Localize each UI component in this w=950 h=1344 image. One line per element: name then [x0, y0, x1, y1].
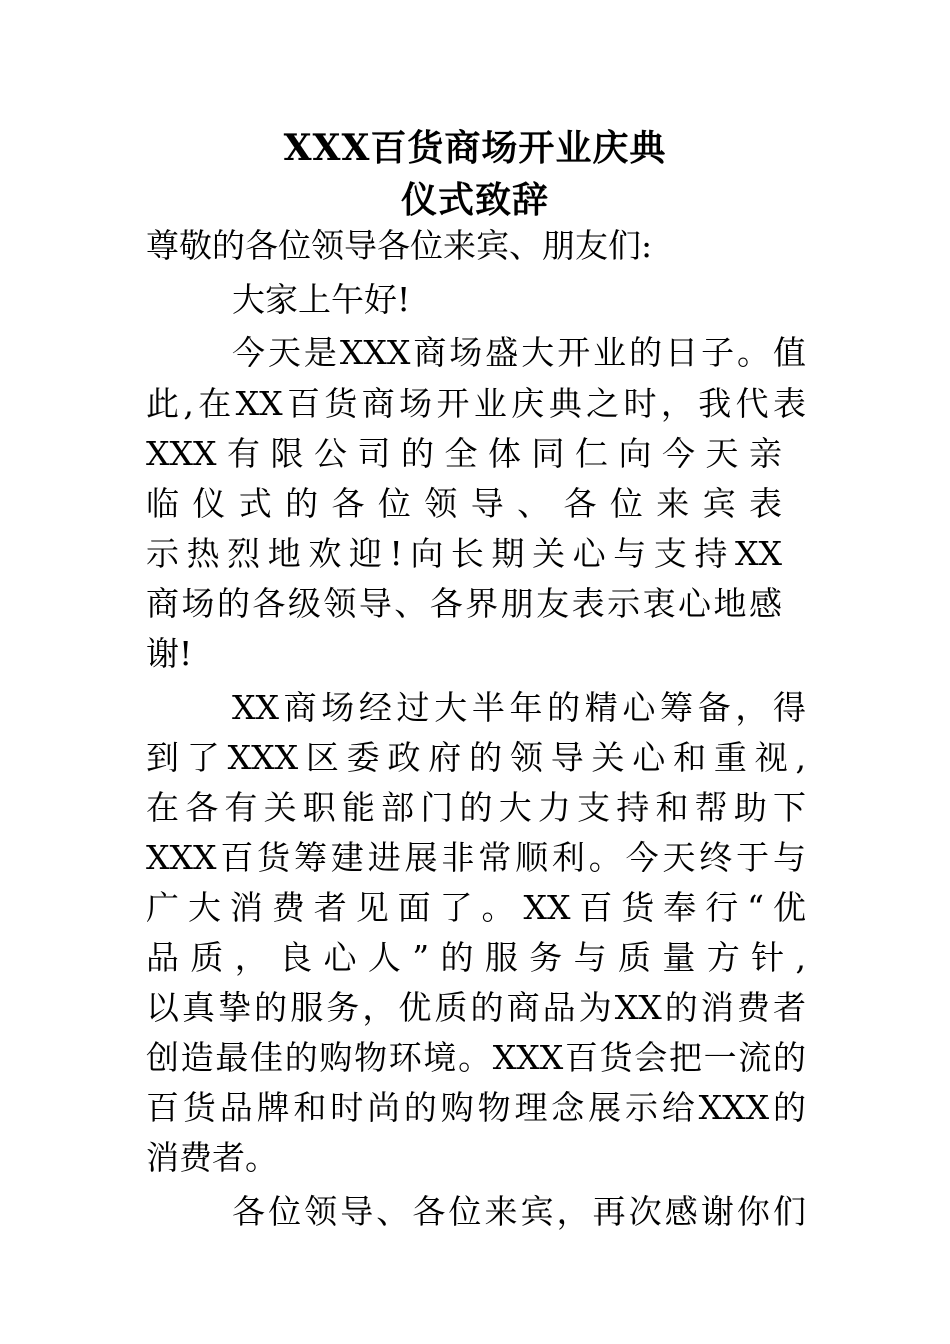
greeting-line: 大家上午好! — [232, 280, 411, 319]
paragraph-line: 商场的各级领导、各界朋友表示衷心地感 — [146, 584, 782, 623]
paragraph-line: 此,在XX百货商场开业庆典之时，我代表 — [146, 384, 806, 423]
paragraph-line: 创造最佳的购物环境。XXX百货会把一流的 — [146, 1038, 806, 1077]
paragraph-line: 广大消费者见面了。XX百货奉行“优 — [146, 888, 806, 927]
paragraph-line: 示热烈地欢迎!向长期关心与支持XX — [146, 534, 782, 573]
paragraph-line: 今天是XXX商场盛大开业的日子。值 — [232, 333, 806, 372]
paragraph-line: XXX有限公司的全体同仁向今天亲 — [146, 434, 782, 473]
paragraph-line: 品质，良心人”的服务与质量方针, — [146, 938, 806, 977]
paragraph-line: 以真挚的服务，优质的商品为XX的消费者 — [146, 988, 806, 1027]
document-title: XXX百货商场开业庆典 — [283, 127, 667, 169]
paragraph-line: XX商场经过大半年的精心筹备，得 — [232, 688, 806, 727]
paragraph-line: 各位领导、各位来宾，再次感谢你们 — [232, 1192, 806, 1231]
paragraph-line: XXX百货筹建进展非常顺利。今天终于与 — [146, 838, 806, 877]
paragraph-line: 消费者。 — [146, 1138, 278, 1177]
document-subtitle: 仪式致辞 — [400, 179, 549, 221]
paragraph-line: 到了XXX区委政府的领导关心和重视, — [146, 738, 806, 777]
paragraph-line: 在各有关职能部门的大力支持和帮助下 — [146, 788, 806, 827]
paragraph-line: 临仪式的各位领导、各位来宾表 — [146, 484, 782, 523]
paragraph-line: 百货品牌和时尚的购物理念展示给XXX的 — [146, 1088, 806, 1127]
salutation: 尊敬的各位领导各位来宾、朋友们: — [146, 226, 653, 265]
paragraph-line: 谢! — [146, 634, 193, 673]
